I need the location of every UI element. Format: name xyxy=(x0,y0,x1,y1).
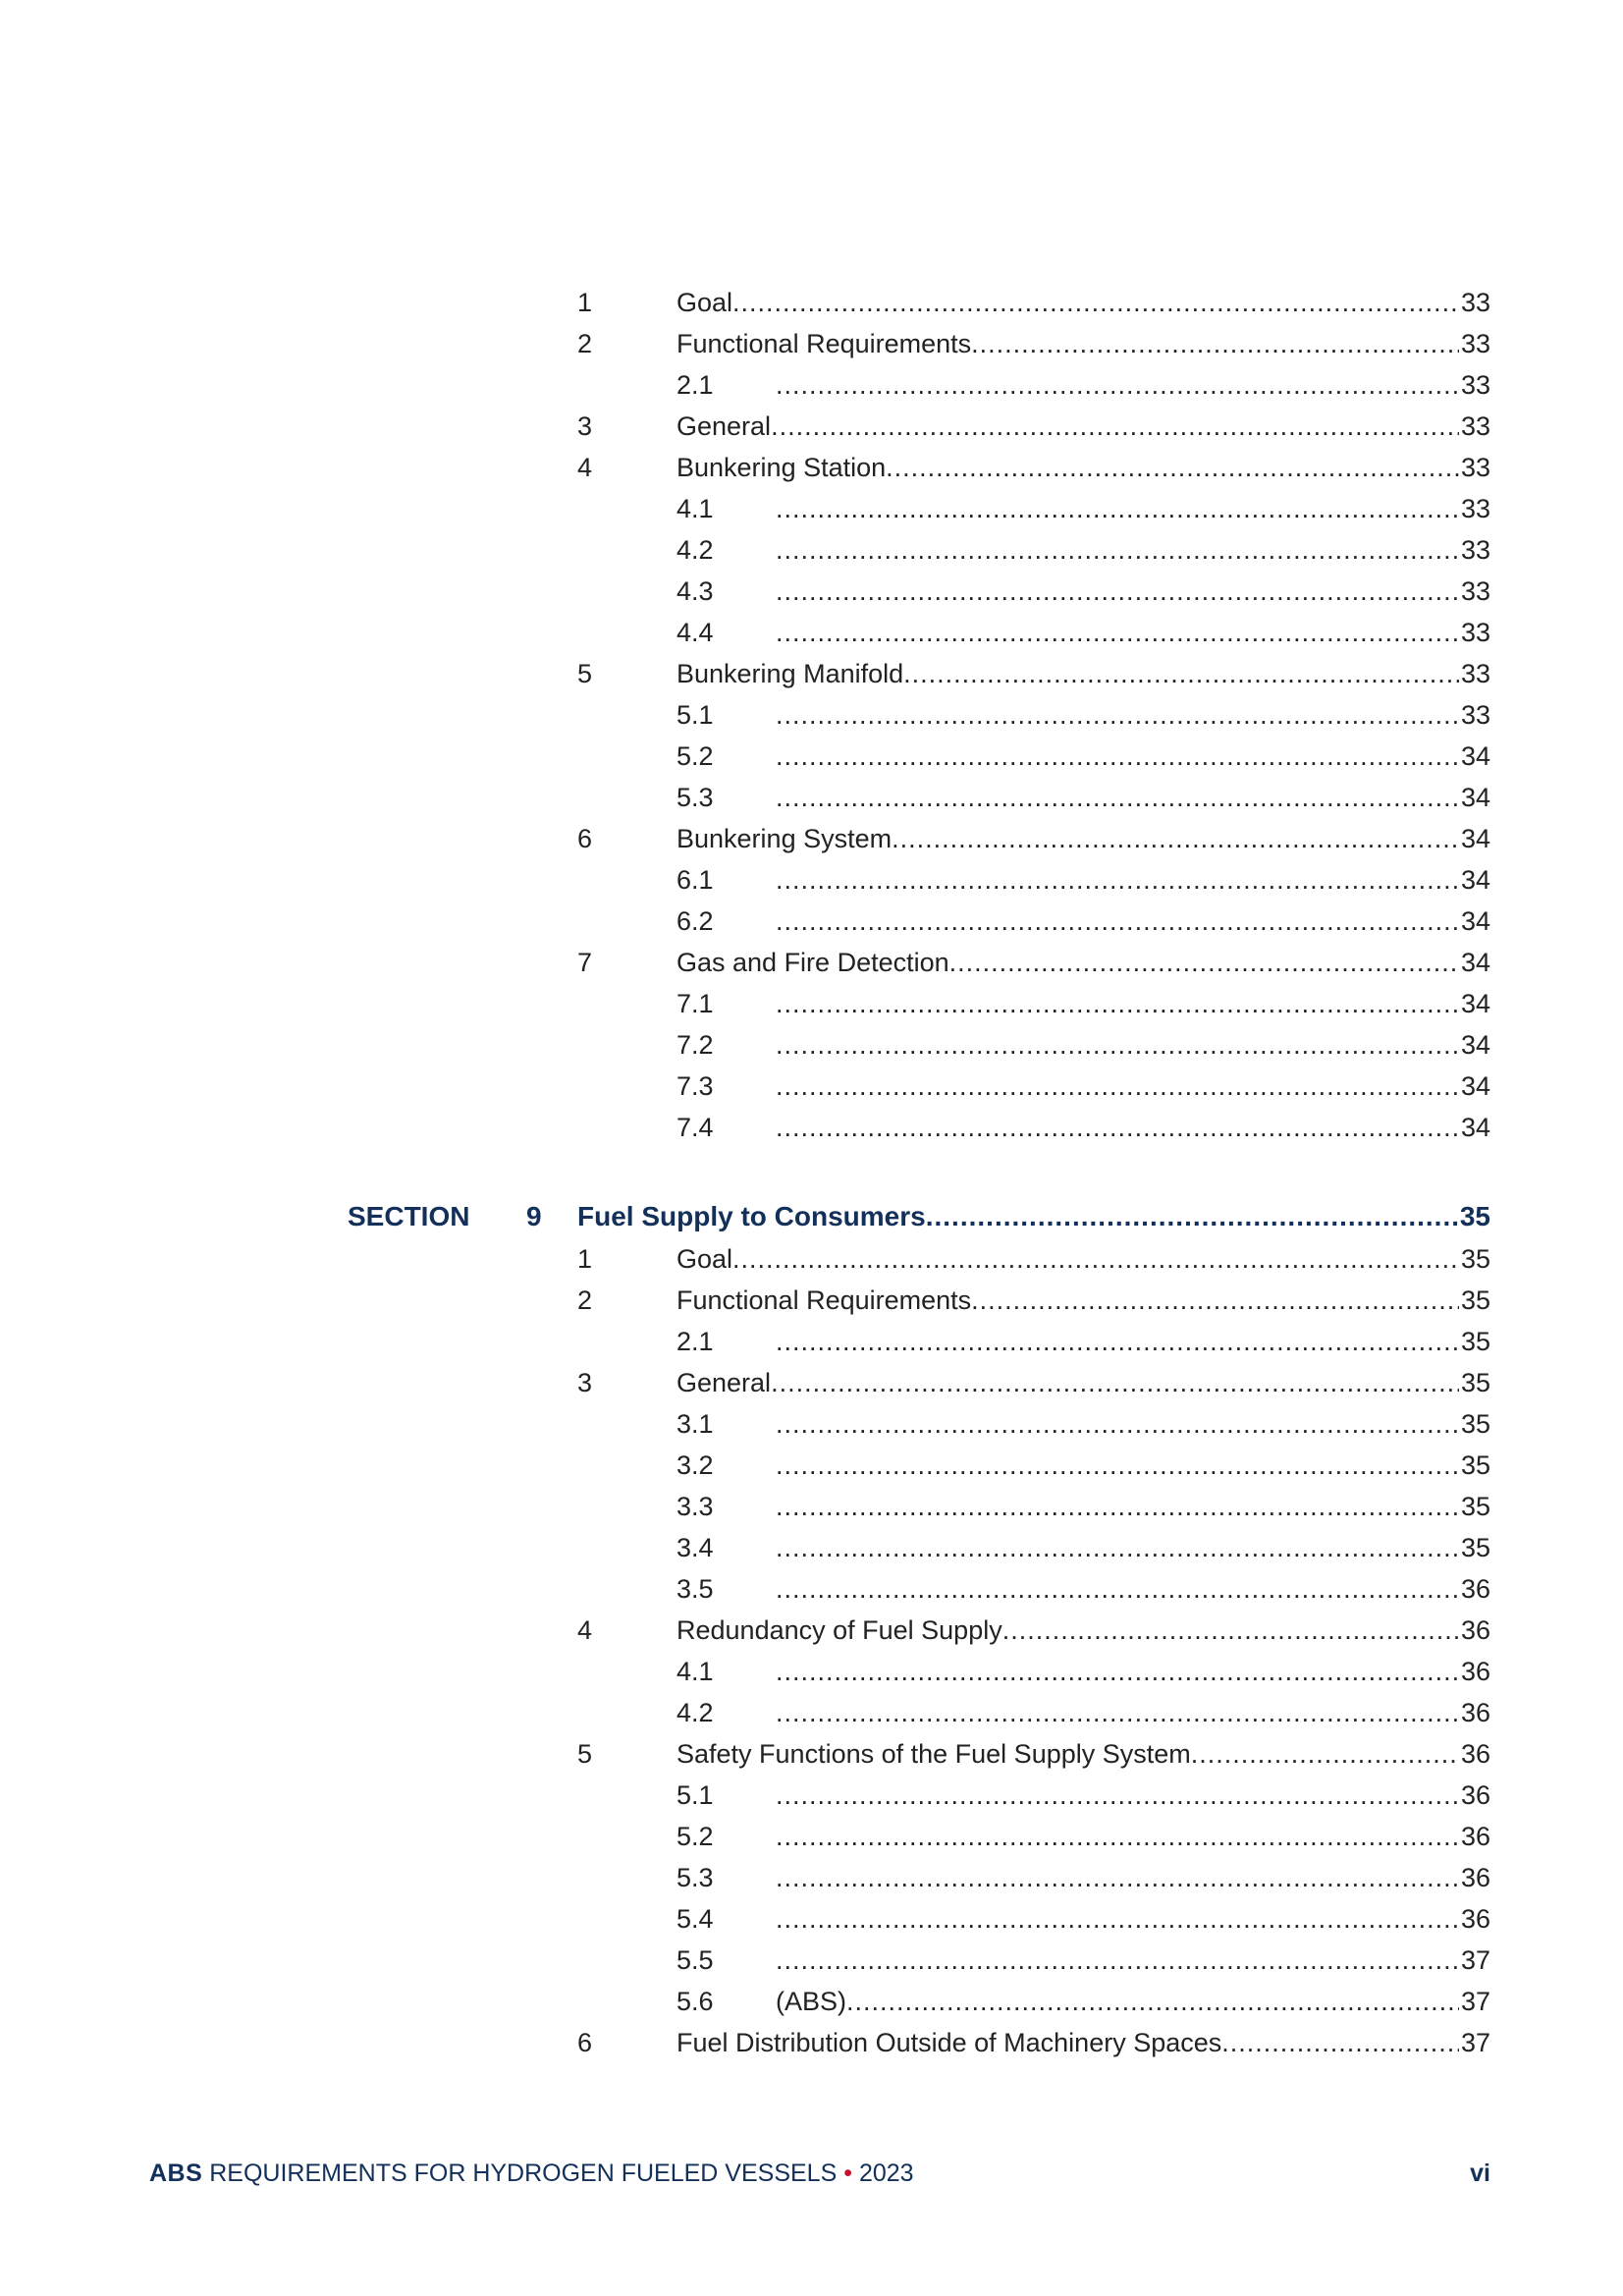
footer-year: 2023 xyxy=(858,2159,914,2187)
entry-page: 35 xyxy=(1460,1409,1490,1439)
toc-entry[interactable] xyxy=(0,488,1623,529)
entry-page: 33 xyxy=(1460,700,1490,730)
dot-leader xyxy=(771,406,1459,447)
entry-title: Functional Requirements xyxy=(676,329,972,358)
entry-leader xyxy=(776,529,1490,571)
entry-number: 7.2 xyxy=(676,1030,714,1060)
toc-entry[interactable] xyxy=(0,1066,1623,1107)
dot-leader xyxy=(776,1568,1459,1610)
entry-leader xyxy=(776,1857,1490,1898)
entry-leader xyxy=(776,1403,1490,1445)
dot-leader xyxy=(971,323,1459,364)
entry-page: 33 xyxy=(1460,659,1490,688)
entry-title: Goal xyxy=(676,1244,733,1274)
entry-title: Bunkering Station xyxy=(676,453,887,482)
entry-number: 6 xyxy=(577,824,593,853)
toc-entry[interactable] xyxy=(0,736,1623,777)
entry-page: 33 xyxy=(1460,618,1490,647)
entry-number: 5 xyxy=(577,1739,593,1769)
entry-page: 33 xyxy=(1460,576,1490,606)
entry-title: Functional Requirements xyxy=(676,1285,972,1315)
toc-entry[interactable] xyxy=(0,1403,1623,1445)
entry-title: Bunkering Manifold xyxy=(676,659,904,688)
entry-number: 2.1 xyxy=(676,370,714,400)
entry-number: 5.3 xyxy=(676,783,714,812)
entry-page: 34 xyxy=(1460,865,1490,895)
toc-entry[interactable] xyxy=(0,323,1623,364)
entry-leader xyxy=(776,694,1490,736)
entry-number: 6 xyxy=(577,2028,593,2057)
entry-leader xyxy=(776,983,1490,1024)
entry-number: 7 xyxy=(577,948,593,977)
entry-page: 35 xyxy=(1460,1327,1490,1356)
entry-leader xyxy=(676,942,1490,983)
entry-leader xyxy=(776,1775,1490,1816)
entry-number: 4.4 xyxy=(676,618,714,647)
dot-leader xyxy=(776,1107,1459,1148)
toc-entry[interactable] xyxy=(0,901,1623,942)
entry-page: 37 xyxy=(1460,2028,1490,2057)
toc-entry[interactable] xyxy=(0,1733,1623,1775)
entry-leader xyxy=(776,1692,1490,1733)
entry-leader xyxy=(776,612,1490,653)
dot-leader xyxy=(776,1898,1459,1940)
entry-page: 34 xyxy=(1460,989,1490,1018)
toc-entry[interactable] xyxy=(0,1486,1623,1527)
dot-leader xyxy=(776,901,1459,942)
entry-page: 34 xyxy=(1460,948,1490,977)
entry-page: 34 xyxy=(1460,1113,1490,1142)
dot-leader xyxy=(886,447,1459,488)
page-footer xyxy=(149,2159,1490,2188)
toc-entry[interactable] xyxy=(0,818,1623,859)
entry-number: 3 xyxy=(577,411,593,441)
entry-title: Bunkering System xyxy=(676,824,893,853)
dot-leader xyxy=(771,1362,1459,1403)
toc-entry[interactable] xyxy=(0,1981,1623,2022)
entry-page: 35 xyxy=(1460,1285,1490,1315)
entry-number: 5.3 xyxy=(676,1863,714,1892)
entry-leader xyxy=(676,323,1490,364)
toc-entry[interactable] xyxy=(0,859,1623,901)
table-of-contents xyxy=(0,282,1623,2063)
toc-entry[interactable] xyxy=(0,612,1623,653)
toc-entry[interactable] xyxy=(0,1107,1623,1148)
section-gap xyxy=(0,1148,1623,1195)
entry-number: 4 xyxy=(577,1615,593,1645)
dot-leader xyxy=(971,1280,1459,1321)
toc-entry[interactable] xyxy=(0,1692,1623,1733)
entry-leader xyxy=(676,282,1490,323)
entry-page: 35 xyxy=(1460,1492,1490,1521)
entry-number: 6.2 xyxy=(676,906,714,936)
entry-number: 6.1 xyxy=(676,865,714,895)
entry-page: 36 xyxy=(1460,1615,1490,1645)
entry-number: 4.2 xyxy=(676,1698,714,1727)
entry-leader xyxy=(776,1816,1490,1857)
entry-leader xyxy=(676,2022,1490,2063)
entry-number: 3.1 xyxy=(676,1409,714,1439)
entry-title: Goal xyxy=(676,288,733,317)
entry-page: 33 xyxy=(1460,288,1490,317)
toc-entry[interactable] xyxy=(0,571,1623,612)
toc-entry[interactable] xyxy=(0,1857,1623,1898)
dot-leader xyxy=(926,1195,1458,1238)
entry-page: 33 xyxy=(1460,370,1490,400)
dot-leader xyxy=(776,364,1459,406)
entry-page: 37 xyxy=(1460,1987,1490,2016)
entry-leader xyxy=(776,1527,1490,1568)
toc-entry[interactable] xyxy=(0,1651,1623,1692)
entry-leader xyxy=(676,1733,1490,1775)
entry-page: 34 xyxy=(1460,1030,1490,1060)
entry-page: 33 xyxy=(1460,453,1490,482)
entry-leader xyxy=(676,1362,1490,1403)
entry-page: 35 xyxy=(1460,1450,1490,1480)
entry-title: Fuel Distribution Outside of Machinery Spaces xyxy=(676,2028,1222,2057)
dot-leader xyxy=(1002,1610,1459,1651)
entry-leader xyxy=(776,1981,1490,2022)
toc-entry[interactable] xyxy=(0,1238,1623,1280)
entry-leader xyxy=(776,1107,1490,1148)
toc-entry[interactable] xyxy=(0,1527,1623,1568)
footer-page-number: vi xyxy=(1470,2159,1490,2187)
entry-leader xyxy=(676,447,1490,488)
entry-title: Gas and Fire Detection xyxy=(676,948,949,977)
toc-entry[interactable] xyxy=(0,1362,1623,1403)
entry-leader xyxy=(676,1238,1490,1280)
entry-number: 2 xyxy=(577,1285,593,1315)
dot-leader xyxy=(776,1321,1459,1362)
dot-leader xyxy=(776,1527,1459,1568)
entry-leader xyxy=(676,818,1490,859)
toc-entry[interactable] xyxy=(0,694,1623,736)
entry-number: 4.1 xyxy=(676,494,714,523)
entry-number: 5.2 xyxy=(676,1822,714,1851)
entry-number: 4.2 xyxy=(676,535,714,565)
section-title: Fuel Supply to Consumers xyxy=(577,1201,926,1231)
entry-page: 34 xyxy=(1460,906,1490,936)
entry-page: 37 xyxy=(1460,1945,1490,1975)
dot-leader xyxy=(776,1816,1459,1857)
dot-leader xyxy=(776,1651,1459,1692)
dot-leader xyxy=(776,1775,1459,1816)
dot-leader xyxy=(776,694,1459,736)
footer-title: REQUIREMENTS FOR HYDROGEN FUELED VESSELS xyxy=(209,2159,838,2187)
entry-leader xyxy=(776,1651,1490,1692)
entry-leader xyxy=(776,736,1490,777)
entry-page: 36 xyxy=(1460,1822,1490,1851)
entry-number: 4.3 xyxy=(676,576,714,606)
entry-leader xyxy=(776,777,1490,818)
entry-page: 34 xyxy=(1460,824,1490,853)
entry-page: 35 xyxy=(1460,1368,1490,1397)
dot-leader xyxy=(776,983,1459,1024)
dot-leader xyxy=(776,859,1459,901)
entry-number: 7.3 xyxy=(676,1071,714,1101)
entry-number: 3 xyxy=(577,1368,593,1397)
toc-entry[interactable] xyxy=(0,1940,1623,1981)
entry-number: 5.1 xyxy=(676,1780,714,1810)
dot-leader xyxy=(776,1024,1459,1066)
entry-number: 1 xyxy=(577,1244,593,1274)
footer-bullet: • xyxy=(843,2159,852,2187)
toc-entry[interactable] xyxy=(0,1445,1623,1486)
dot-leader xyxy=(776,1857,1459,1898)
section-page: 35 xyxy=(1459,1201,1490,1231)
dot-leader xyxy=(892,818,1459,859)
section-title-leader xyxy=(577,1195,1490,1238)
entry-leader xyxy=(776,859,1490,901)
dot-leader xyxy=(1221,2022,1459,2063)
entry-page: 34 xyxy=(1460,1071,1490,1101)
entry-number: 3.2 xyxy=(676,1450,714,1480)
entry-number: 5.1 xyxy=(676,700,714,730)
toc-entry[interactable] xyxy=(0,2022,1623,2063)
entry-leader xyxy=(776,1568,1490,1610)
section-9-entries xyxy=(0,1238,1623,2063)
dot-leader xyxy=(776,571,1459,612)
section-8-entries xyxy=(0,282,1623,1148)
entry-leader xyxy=(776,364,1490,406)
toc-entry[interactable] xyxy=(0,282,1623,323)
entry-page: 33 xyxy=(1460,329,1490,358)
toc-entry[interactable] xyxy=(0,1568,1623,1610)
toc-entry[interactable] xyxy=(0,1321,1623,1362)
entry-leader xyxy=(676,406,1490,447)
toc-entry[interactable] xyxy=(0,942,1623,983)
toc-entry[interactable] xyxy=(0,1280,1623,1321)
entry-leader xyxy=(776,1898,1490,1940)
dot-leader xyxy=(776,1403,1459,1445)
entry-number: 3.3 xyxy=(676,1492,714,1521)
entry-number: 5.6 xyxy=(676,1987,714,2016)
toc-entry[interactable] xyxy=(0,1024,1623,1066)
section-number: 9 xyxy=(526,1201,542,1231)
entry-page: 36 xyxy=(1460,1574,1490,1604)
entry-number: 1 xyxy=(577,288,593,317)
entry-page: 33 xyxy=(1460,535,1490,565)
entry-page: 36 xyxy=(1460,1780,1490,1810)
entry-number: 5.4 xyxy=(676,1904,714,1934)
toc-entry[interactable] xyxy=(0,1816,1623,1857)
entry-leader xyxy=(676,653,1490,694)
entry-page: 34 xyxy=(1460,783,1490,812)
entry-leader xyxy=(776,571,1490,612)
entry-leader xyxy=(776,488,1490,529)
entry-number: 3.5 xyxy=(676,1574,714,1604)
toc-entry[interactable] xyxy=(0,777,1623,818)
dot-leader xyxy=(776,529,1459,571)
entry-title: Redundancy of Fuel Supply xyxy=(676,1615,1002,1645)
toc-entry[interactable] xyxy=(0,653,1623,694)
entry-leader xyxy=(776,1486,1490,1527)
dot-leader xyxy=(903,653,1459,694)
dot-leader xyxy=(776,612,1459,653)
toc-entry[interactable] xyxy=(0,447,1623,488)
dot-leader xyxy=(776,1692,1459,1733)
entry-leader xyxy=(776,1940,1490,1981)
entry-title: Safety Functions of the Fuel Supply System xyxy=(676,1739,1191,1769)
entry-page: 36 xyxy=(1460,1863,1490,1892)
dot-leader xyxy=(776,1066,1459,1107)
entry-number: 7.1 xyxy=(676,989,714,1018)
entry-page: 35 xyxy=(1460,1244,1490,1274)
dot-leader xyxy=(776,1445,1459,1486)
dot-leader xyxy=(776,1486,1459,1527)
entry-page: 36 xyxy=(1460,1698,1490,1727)
entry-page: 34 xyxy=(1460,741,1490,771)
entry-title: General xyxy=(676,1368,772,1397)
entry-number: 5.2 xyxy=(676,741,714,771)
entry-number: 3.4 xyxy=(676,1533,714,1562)
entry-page: 36 xyxy=(1460,1657,1490,1686)
entry-page: 36 xyxy=(1460,1739,1490,1769)
dot-leader xyxy=(776,777,1459,818)
entry-title: General xyxy=(676,411,772,441)
entry-leader xyxy=(776,1445,1490,1486)
toc-entry[interactable] xyxy=(0,1775,1623,1816)
entry-page: 35 xyxy=(1460,1533,1490,1562)
dot-leader xyxy=(776,488,1459,529)
entry-page: 33 xyxy=(1460,494,1490,523)
entry-page: 36 xyxy=(1460,1904,1490,1934)
entry-leader xyxy=(776,1066,1490,1107)
entry-number: 7.4 xyxy=(676,1113,714,1142)
toc-entry[interactable] xyxy=(0,983,1623,1024)
dot-leader xyxy=(1191,1733,1459,1775)
toc-entry[interactable] xyxy=(0,1898,1623,1940)
dot-leader xyxy=(732,282,1459,323)
dot-leader xyxy=(846,1981,1459,2022)
entry-page: 33 xyxy=(1460,411,1490,441)
dot-leader xyxy=(776,736,1459,777)
entry-leader xyxy=(776,901,1490,942)
section-label: SECTION xyxy=(348,1201,470,1231)
dot-leader xyxy=(732,1238,1459,1280)
entry-number: 5.5 xyxy=(676,1945,714,1975)
entry-number: 5 xyxy=(577,659,593,688)
dot-leader xyxy=(949,942,1459,983)
footer-brand: ABS xyxy=(149,2159,203,2187)
entry-number: 2.1 xyxy=(676,1327,714,1356)
section-9-heading[interactable] xyxy=(0,1195,1623,1238)
toc-entry[interactable] xyxy=(0,1610,1623,1651)
entry-leader xyxy=(776,1321,1490,1362)
toc-entry[interactable] xyxy=(0,529,1623,571)
toc-entry[interactable] xyxy=(0,406,1623,447)
entry-number: 2 xyxy=(577,329,593,358)
entry-number: 4 xyxy=(577,453,593,482)
entry-leader xyxy=(676,1280,1490,1321)
entry-number: 4.1 xyxy=(676,1657,714,1686)
dot-leader xyxy=(776,1940,1459,1981)
entry-leader xyxy=(676,1610,1490,1651)
entry-leader xyxy=(776,1024,1490,1066)
entry-title: (ABS) xyxy=(776,1987,847,2016)
toc-entry[interactable] xyxy=(0,364,1623,406)
